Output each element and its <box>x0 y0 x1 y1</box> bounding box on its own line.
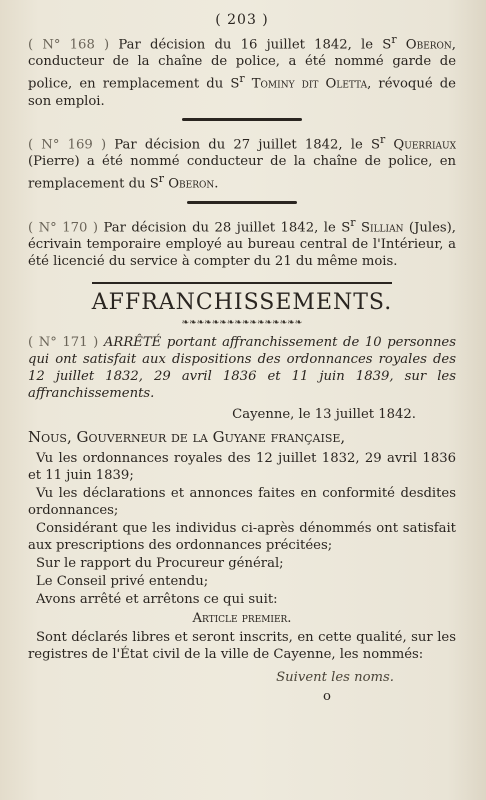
entry-number: ( N° 171 ) <box>28 334 99 350</box>
paragraph: Sur le rapport du Procureur général; <box>36 555 284 571</box>
place-date: Cayenne, le 13 juillet 1842. <box>232 406 416 422</box>
divider-rule <box>187 201 297 204</box>
ornament-divider: ❧❧❧❧❧❧❧❧❧❧❧❧❧❧❧❧ <box>181 317 303 328</box>
governor-line: Nous, Gouverneur de la Guyane française, <box>28 427 346 446</box>
paragraph: Vu les déclarations et annonces faites en conformité desdites ordonnances; <box>28 485 456 518</box>
paragraph: Avons arrêté et arrêtons ce qui suit: <box>36 591 278 607</box>
entry-168: ( N° 168 ) Par décision du 16 juillet 1842, le $S^r$ Oberon, conducteur de la chaîne de police, a été nommé garde de police, en remplacement du $S^r$ Tominy dit Oletta, révoqué de son emploi. <box>28 33 456 109</box>
page-number: ( 203 ) <box>215 12 269 28</box>
article-heading: Article premier. <box>192 610 292 626</box>
section-title: AFFRANCHISSEMENTS. <box>91 289 393 315</box>
article-text: Sont déclarés libres et seront inscrits, en cette qualité, sur les registres de l'État civil de la ville de Cayenne, les nommés: <box>28 629 456 662</box>
arrete-title: ( N° 171 ) ARRÊTÉ portant affranchissement de 10 personnes qui ont satisfait aux dispositions des ordonnances royales des 12 juillet 1832, 29 avril 1836 et 11 juin 1839, sur les affranchissements. <box>28 334 457 401</box>
entry-number: ( N° 168 ) <box>28 37 110 53</box>
signature-mark: o <box>323 688 331 704</box>
divider-rule <box>182 118 302 121</box>
paragraph: Vu les ordonnances royales des 12 juillet 1832, 29 avril 1836 et 11 juin 1839; <box>28 450 456 483</box>
paragraph: Considérant que les individus ci-après dénommés ont satisfait aux prescriptions des ordonnances précitées; <box>28 520 456 553</box>
names-follow-note: Suivent les noms. <box>276 669 394 685</box>
entry-170: ( N° 170 ) Par décision du 28 juillet 1842, le $S^r$ Sillian (Jules), écrivain temporaire employé au bureau central de l'Intérieur, a été licencié du service à compter du 21 du même mois. <box>28 215 456 269</box>
entry-169: ( N° 169 ) Par décision du 27 juillet 1842, le $S^r$ Querriaux (Pierre) a été nommé conducteur de la chaîne de police, en remplacement du $S^r$ Oberon. <box>28 132 456 192</box>
entry-number: ( N° 169 ) <box>28 137 107 153</box>
entry-number: ( N° 170 ) <box>28 219 98 235</box>
paragraph: Le Conseil privé entendu; <box>36 573 209 589</box>
section-divider <box>92 282 392 284</box>
